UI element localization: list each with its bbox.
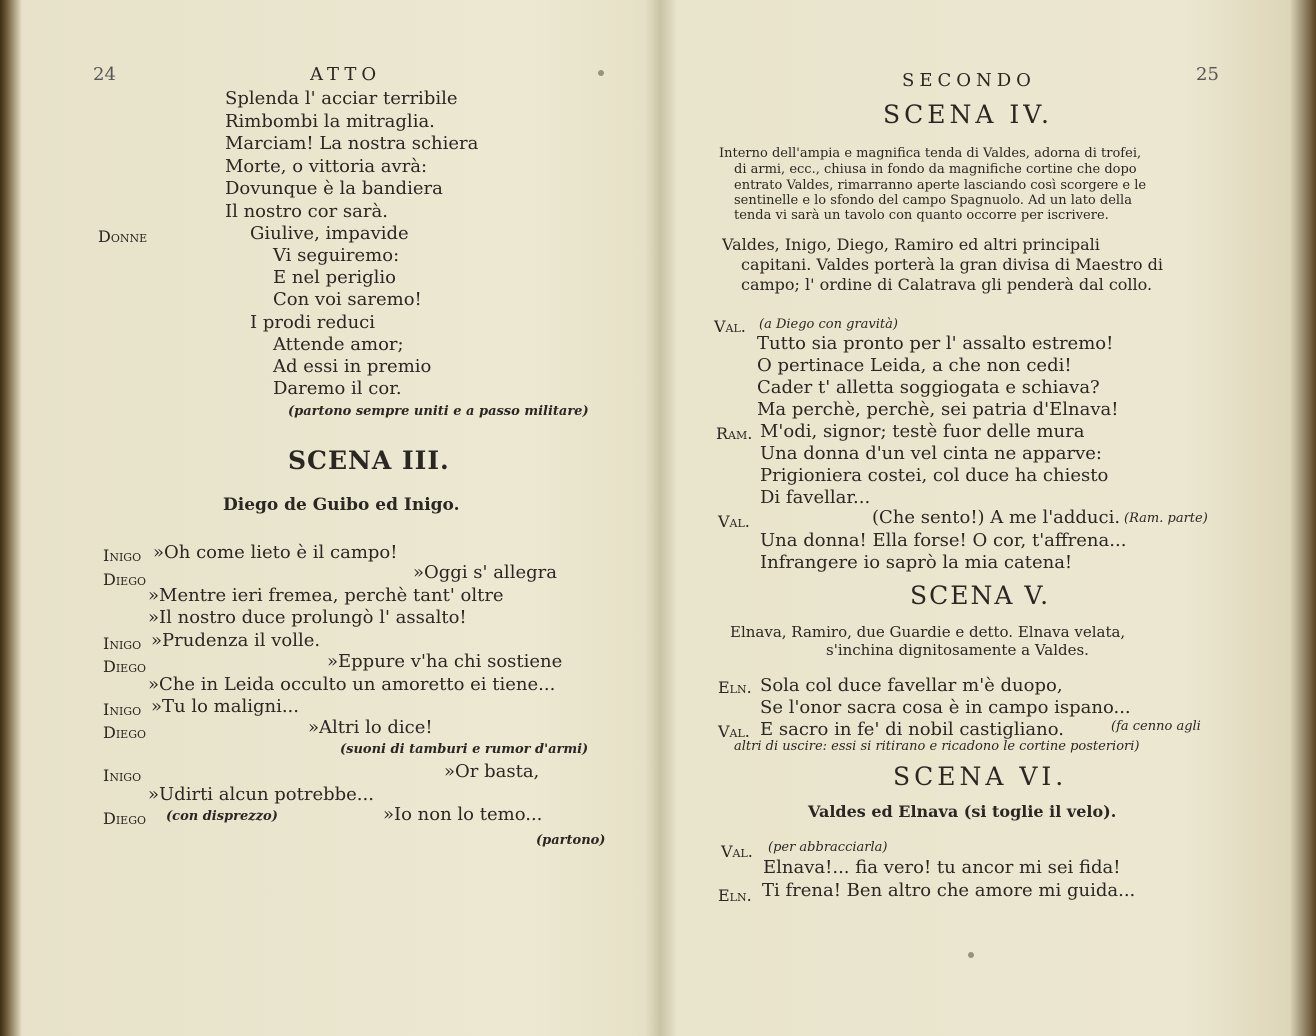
running-head: SECONDO xyxy=(902,70,1036,91)
ink-spot xyxy=(968,952,974,958)
dialogue-line: »Or basta, xyxy=(444,761,540,782)
scene-title: SCENA V. xyxy=(910,581,1051,610)
stage-direction: (con disprezzo) xyxy=(166,809,278,824)
speaker-label: Ram. xyxy=(716,424,753,443)
scene-cast-line: s'inchina dignitosamente a Valdes. xyxy=(826,641,1089,659)
stage-direction: (partono) xyxy=(536,833,606,848)
dialogue-line: Prigioniera costei, col duce ha chiesto xyxy=(760,465,1109,486)
scene-description-line: Interno dell'ampia e magnifica tenda di Valdes, adorna di trofei, xyxy=(719,146,1142,161)
dialogue-line: E sacro in fe' di nobil castigliano. xyxy=(760,719,1064,740)
dialogue-line: »Oh come lieto è il campo! xyxy=(153,542,398,563)
running-head: ATTO xyxy=(310,64,382,85)
verse-line: I prodi reduci xyxy=(250,312,376,333)
verse-line: Marciam! La nostra schiera xyxy=(225,133,479,154)
stage-direction: (suoni di tamburi e rumor d'armi) xyxy=(340,742,589,757)
dialogue-line: »Prudenza il volle. xyxy=(151,630,321,651)
speaker-label: Inigo xyxy=(103,634,142,653)
speaker-label: Diego xyxy=(103,570,147,589)
scene-title: SCENA III. xyxy=(288,446,450,475)
scene-cast: Valdes ed Elnava (si toglie il velo). xyxy=(808,802,1117,821)
page-number: 24 xyxy=(93,64,116,85)
dialogue-line: Ti frena! Ben altro che amore mi guida... xyxy=(762,880,1136,901)
speaker-label: Donne xyxy=(98,227,148,246)
scene-cast: Diego de Guibo ed Inigo. xyxy=(223,495,460,515)
dialogue-line: »Altri lo dice! xyxy=(308,717,433,738)
speaker-label: Val. xyxy=(718,722,750,741)
speaker-label: Eln. xyxy=(718,886,752,905)
speaker-label: Val. xyxy=(721,842,753,861)
ink-spot xyxy=(598,70,604,76)
verse-line: Attende amor; xyxy=(273,334,404,355)
speaker-label: Inigo xyxy=(103,700,142,719)
verse-line: Il nostro cor sarà. xyxy=(225,201,388,222)
verse-line: Vi seguiremo: xyxy=(273,245,400,266)
left-page xyxy=(20,0,660,1036)
dialogue-line: Una donna d'un vel cinta ne apparve: xyxy=(760,443,1102,464)
stage-direction: (Ram. parte) xyxy=(1124,511,1208,526)
scene-description-line: sentinelle e lo sfondo del campo Spagnuolo. Ad un lato della xyxy=(734,193,1132,208)
scene-cast-line: Valdes, Inigo, Diego, Ramiro ed altri principali xyxy=(722,235,1100,254)
speaker-label: Diego xyxy=(103,809,147,828)
scene-cast-line: capitani. Valdes porterà la gran divisa di Maestro di xyxy=(741,255,1163,274)
scene-title: SCENA VI. xyxy=(893,762,1068,791)
stage-direction: (per abbracciarla) xyxy=(768,840,888,855)
stage-direction: (fa cenno agli xyxy=(1111,719,1201,734)
dialogue-line: Sola col duce favellar m'è duopo, xyxy=(760,675,1063,696)
speaker-label: Inigo xyxy=(103,766,142,785)
stage-direction: (a Diego con gravità) xyxy=(759,317,898,332)
dialogue-line: O pertinace Leida, a che non cedi! xyxy=(757,355,1072,376)
verse-line: E nel periglio xyxy=(273,267,396,288)
dialogue-line: Di favellar... xyxy=(760,487,871,508)
dialogue-line: »Tu lo maligni... xyxy=(151,696,299,717)
stage-direction: altri di uscire: essi si ritirano e ricadono le cortine posteriori) xyxy=(734,739,1140,754)
dialogue-line: Tutto sia pronto per l' assalto estremo! xyxy=(757,333,1114,354)
scene-description-line: di armi, ecc., chiusa in fondo da magnifiche cortine che dopo xyxy=(734,162,1137,177)
verse-line: Giulive, impavide xyxy=(250,223,409,244)
dialogue-line: (Che sento!) A me l'adduci. xyxy=(872,507,1121,528)
verse-line: Dovunque è la bandiera xyxy=(225,178,443,199)
verse-line: Daremo il cor. xyxy=(273,378,402,399)
speaker-label: Diego xyxy=(103,657,147,676)
dialogue-line: »Mentre ieri fremea, perchè tant' oltre xyxy=(148,585,504,606)
verse-line: Ad essi in premio xyxy=(273,356,432,377)
verse-line: Morte, o vittoria avrà: xyxy=(225,156,428,177)
dialogue-line: Elnava!... fia vero! tu ancor mi sei fida! xyxy=(763,857,1121,878)
dialogue-line: Ma perchè, perchè, sei patria d'Elnava! xyxy=(757,399,1119,420)
dialogue-line: »Il nostro duce prolungò l' assalto! xyxy=(148,607,467,628)
speaker-label: Eln. xyxy=(718,678,752,697)
dialogue-line: Se l'onor sacra cosa è in campo ispano... xyxy=(760,697,1131,718)
verse-line: Con voi saremo! xyxy=(273,289,422,310)
speaker-label: Inigo xyxy=(103,546,142,565)
speaker-label: Diego xyxy=(103,723,147,742)
page-number: 25 xyxy=(1196,64,1219,85)
dialogue-line: »Io non lo temo... xyxy=(383,804,543,825)
dialogue-line: »Che in Leida occulto un amoretto ei tiene... xyxy=(148,674,556,695)
scene-description-line: entrato Valdes, rimarranno aperte lasciando così scorgere e le xyxy=(734,178,1147,193)
verse-line: Splenda l' acciar terribile xyxy=(225,88,458,109)
dialogue-line: Cader t' alletta soggiogata e schiava? xyxy=(757,377,1100,398)
dialogue-line: M'odi, signor; testè fuor delle mura xyxy=(760,421,1085,442)
speaker-label: Val. xyxy=(718,512,750,531)
dialogue-line: Una donna! Ella forse! O cor, t'affrena... xyxy=(760,530,1127,551)
dialogue-line: »Udirti alcun potrebbe... xyxy=(148,784,374,805)
scene-description-line: tenda vi sarà un tavolo con quanto occorre per iscrivere. xyxy=(734,208,1109,223)
scene-title: SCENA IV. xyxy=(883,100,1053,129)
verse-line: Rimbombi la mitraglia. xyxy=(225,111,435,132)
dialogue-line: »Eppure v'ha chi sostiene xyxy=(327,651,563,672)
speaker-label: Val. xyxy=(714,317,746,336)
dialogue-line: Infrangere io saprò la mia catena! xyxy=(760,552,1073,573)
scene-cast-line: Elnava, Ramiro, due Guardie e detto. Elnava velata, xyxy=(730,623,1126,641)
dialogue-line: »Oggi s' allegra xyxy=(413,562,557,583)
right-page xyxy=(668,0,1308,1036)
stage-direction: (partono sempre uniti e a passo militare) xyxy=(288,404,589,419)
scene-cast-line: campo; l' ordine di Calatrava gli penderà dal collo. xyxy=(741,275,1153,294)
